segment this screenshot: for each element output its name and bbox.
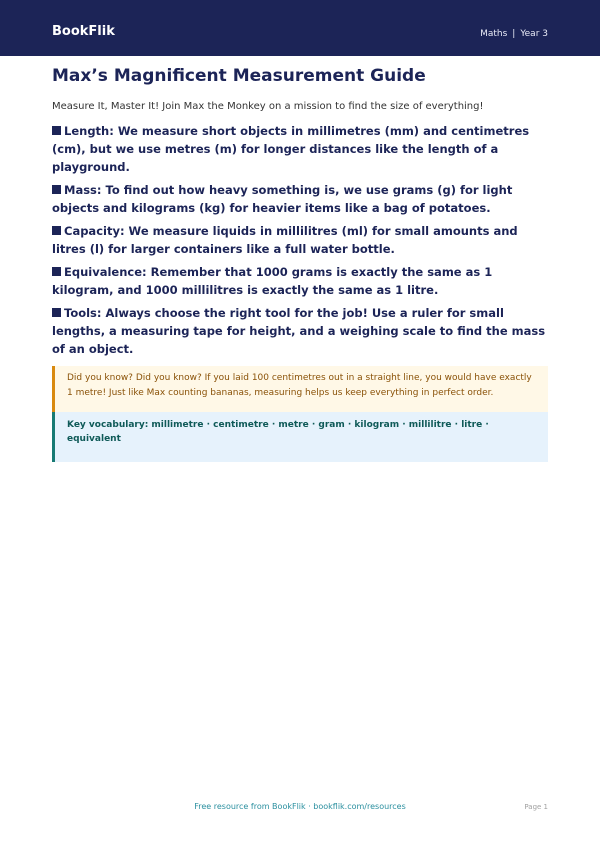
key-point-mass [52, 181, 548, 217]
header-meta [480, 28, 548, 40]
key-point-text: Length: We measure short objects in millimetres (mm) and centimetres (cm), but we use metres (m) for longer distances like the length of a playground. [52, 124, 530, 174]
main-content [52, 64, 548, 462]
meta-separator: | [512, 29, 516, 39]
key-point-text: Tools: Always choose the right tool for the job! Use a ruler for small lengths, a measuring tape for height, and a weighing scale to find the mass of an object. [52, 306, 546, 356]
footer-resource-link[interactable]: Free resource from BookFlik · bookflik.com/resources [194, 802, 406, 811]
key-point-equivalence [52, 263, 548, 299]
intro-text: Measure It, Master It! Join Max the Monkey on a mission to find the size of everything! [52, 101, 484, 112]
key-point-text: Capacity: We measure liquids in millilitres (ml) for small amounts and litres (l) for larger containers like a full water bottle. [52, 224, 518, 256]
square-bullet-icon [52, 267, 61, 276]
square-bullet-icon [52, 308, 61, 317]
square-bullet-icon [52, 226, 61, 235]
key-point-tools [52, 304, 548, 358]
square-bullet-icon [52, 126, 61, 135]
key-point-text: Equivalence: Remember that 1000 grams is exactly the same as 1 kilogram, and 1000 millilitres is exactly the same as 1 litre. [52, 265, 493, 297]
page-title: Max’s Magnificent Measurement Guide [52, 66, 426, 86]
page-number: Page 1 [524, 803, 548, 811]
did-you-know-callout: Did you know? Did you know? If you laid 100 centimetres out in a straight line, you would have exactly 1 metre! Just like Max counting bananas, measuring helps us keep everything in perfect order. [52, 366, 548, 412]
key-points-list [52, 122, 548, 358]
header-bar [0, 0, 600, 56]
key-point-text: Mass: To find out how heavy something is, we use grams (g) for light objects and kilograms (kg) for heavier items like a bag of potatoes. [52, 183, 513, 215]
subject-label: Maths [480, 29, 508, 39]
key-point-capacity [52, 222, 548, 258]
key-point-length [52, 122, 548, 176]
key-vocabulary-box: Key vocabulary: millimetre · centimetre · metre · gram · kilogram · millilitre · litre · equivalent [52, 412, 548, 462]
square-bullet-icon [52, 185, 61, 194]
year-label: Year 3 [520, 29, 548, 39]
brand-logo-text[interactable]: BookFlik [52, 24, 115, 39]
